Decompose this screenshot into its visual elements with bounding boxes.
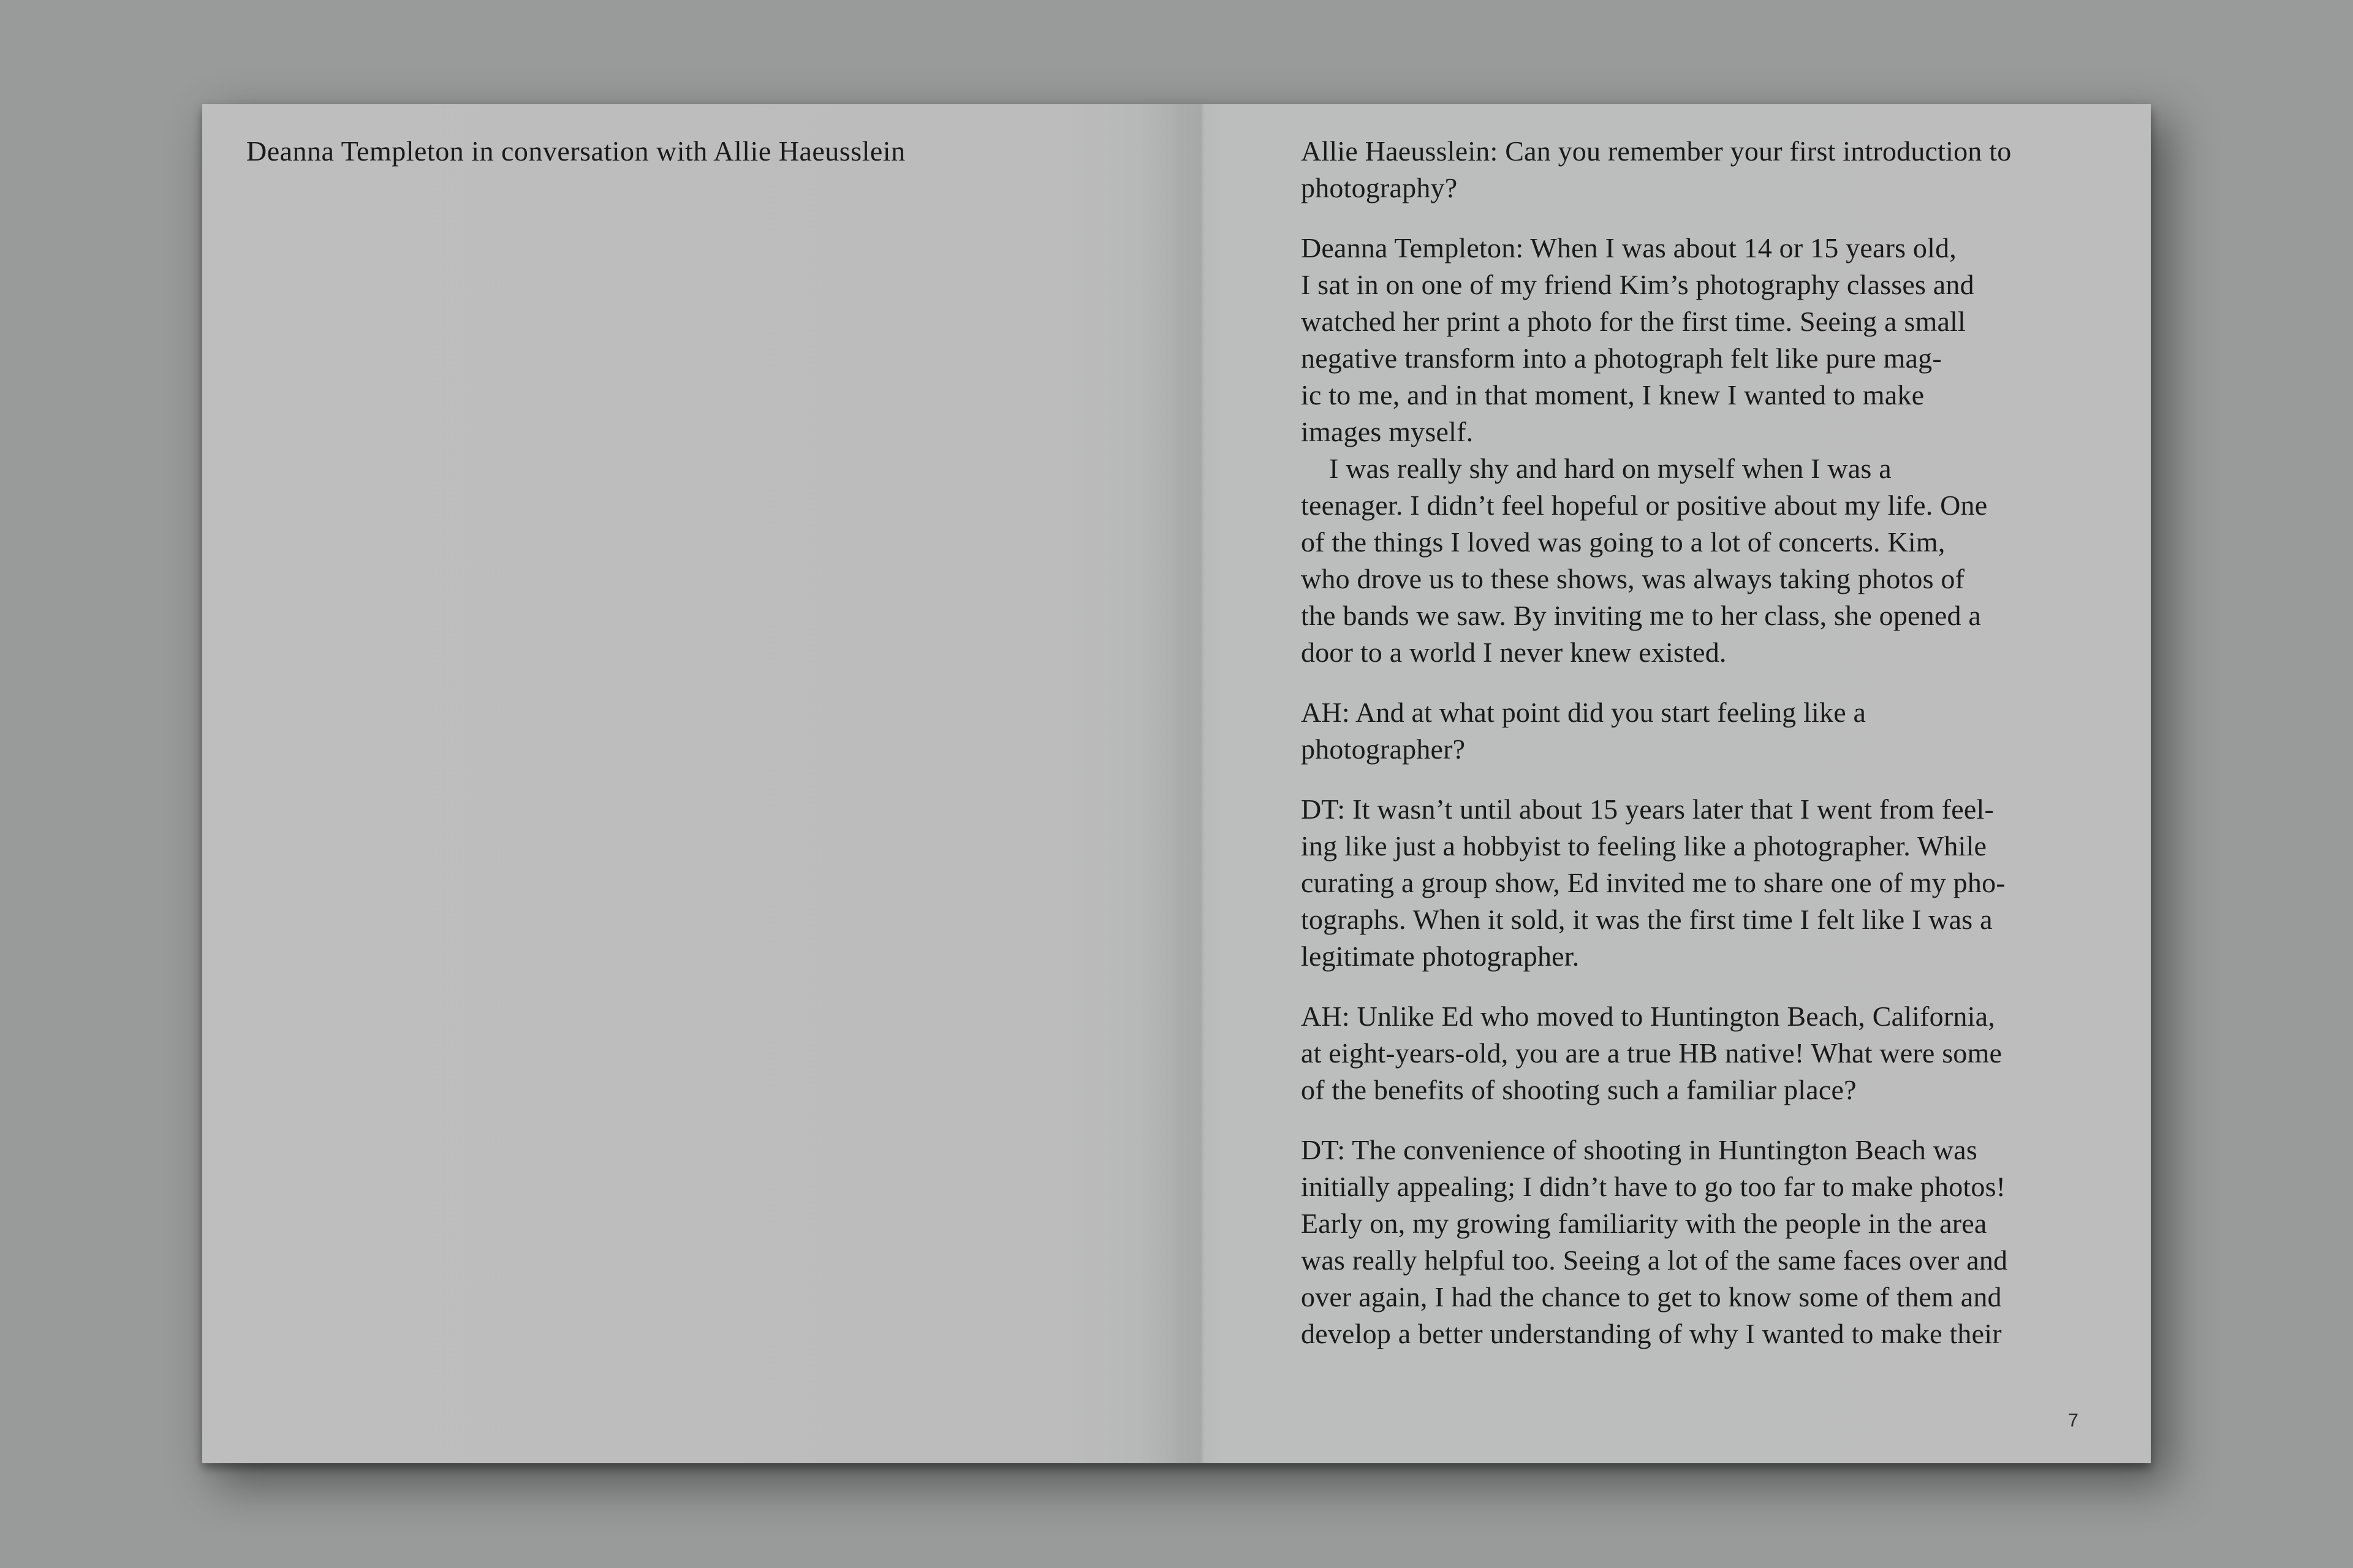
text-line: images myself. (1301, 416, 1474, 447)
text-line: negative transform into a photograph felt like pure mag- (1301, 343, 1942, 374)
paragraph (1301, 791, 2114, 975)
text-line: AH: And at what point did you start feeling like a (1301, 697, 1866, 728)
text-line: develop a better understanding of why I wanted to make their (1301, 1318, 2002, 1349)
paragraph (1301, 1132, 2114, 1352)
text-line: initially appealing; I didn’t have to go too far to make photos! (1301, 1171, 2006, 1202)
text-line: Deanna Templeton: When I was about 14 or 15 years old, (1301, 232, 1957, 263)
page-number: 7 (2067, 1409, 2078, 1431)
text-line: legitimate photographer. (1301, 941, 1580, 972)
text-line: I was really shy and hard on myself when I was a (1329, 453, 1892, 484)
paragraph (1301, 694, 2114, 768)
page-title: Deanna Templeton in conversation with Allie Haeusslein (246, 135, 906, 167)
text-line: watched her print a photo for the first time. Seeing a small (1301, 306, 1966, 337)
text-line: DT: It wasn’t until about 15 years later that I went from feel- (1301, 793, 1994, 825)
book-spread (202, 104, 2151, 1463)
text-line: ic to me, and in that moment, I knew I wanted to make (1301, 379, 1925, 411)
text-line: of the things I loved was going to a lot of concerts. Kim, (1301, 526, 1946, 558)
text-line: over again, I had the chance to get to know some of them and (1301, 1281, 2002, 1312)
paragraph (1301, 133, 2114, 206)
text-line: Allie Haeusslein: Can you remember your first introduction to (1301, 135, 2012, 167)
text-line: who drove us to these shows, was always taking photos of (1301, 563, 1965, 594)
text-line: photography? (1301, 172, 1458, 203)
text-line: AH: Unlike Ed who moved to Huntington Beach, California, (1301, 1001, 1995, 1032)
text-line: curating a group show, Ed invited me to share one of my pho- (1301, 867, 2006, 898)
left-page (202, 104, 1176, 1463)
text-line: teenager. I didn’t feel hopeful or positive about my life. One (1301, 490, 1988, 521)
text-line: was really helpful too. Seeing a lot of the same faces over and (1301, 1244, 2008, 1276)
text-line: photographer? (1301, 733, 1466, 765)
text-line: the bands we saw. By inviting me to her class, she opened a (1301, 600, 1982, 631)
text-line: DT: The convenience of shooting in Huntington Beach was (1301, 1134, 1977, 1165)
text-line: tographs. When it sold, it was the first time I felt like I was a (1301, 904, 1993, 935)
text-line: door to a world I never knew existed. (1301, 637, 1727, 668)
paragraph (1301, 450, 2114, 671)
paragraph (1301, 230, 2114, 450)
text-line: ing like just a hobbyist to feeling like a photographer. While (1301, 830, 1987, 862)
interview-text (1301, 133, 2114, 1352)
right-page (1176, 104, 2151, 1463)
text-line: I sat in on one of my friend Kim’s photography classes and (1301, 269, 1974, 300)
text-line: of the benefits of shooting such a familiar place? (1301, 1074, 1857, 1105)
text-line: Early on, my growing familiarity with the people in the area (1301, 1208, 1987, 1239)
paragraph (1301, 998, 2114, 1108)
text-line: at eight-years-old, you are a true HB native! What were some (1301, 1037, 2003, 1069)
